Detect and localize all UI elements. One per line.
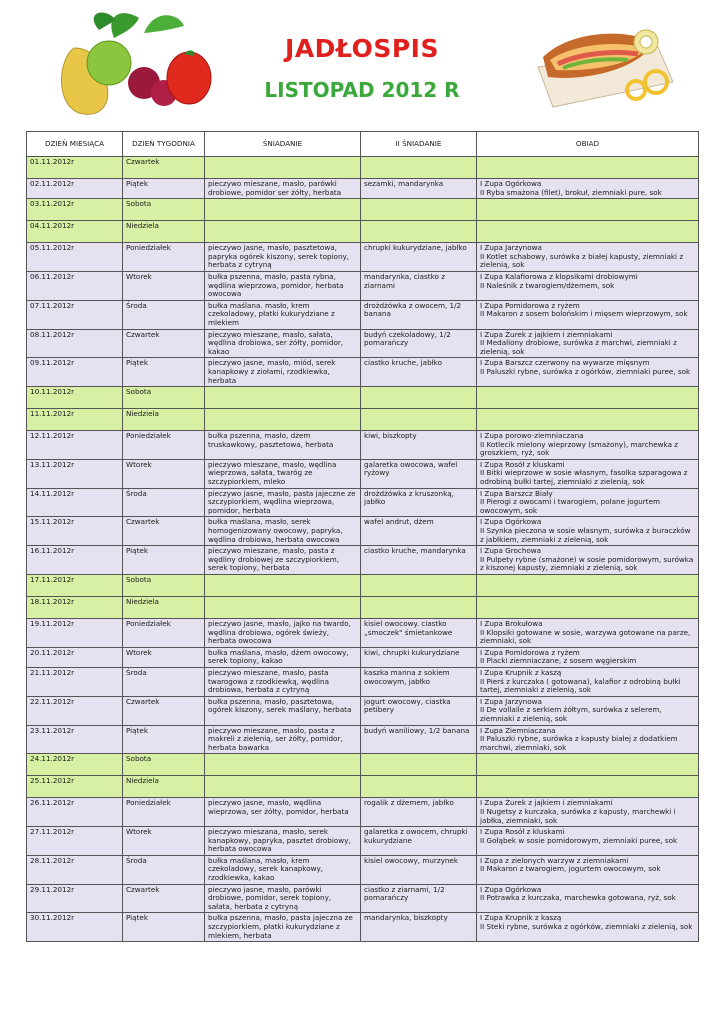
- cell-date: 08.11.2012r: [27, 329, 123, 358]
- cell-date: 06.11.2012r: [27, 271, 123, 300]
- cell-date: 24.11.2012r: [27, 754, 123, 776]
- cell-lunch: I Zupa Barszcz Biały II Pierogi z owocami i twarogiem, polane jogurtem owocowym, sok: [477, 488, 699, 517]
- cell-second-breakfast: ciastko z ziarnami, 1/2 pomarańczy: [361, 884, 477, 913]
- cell-second-breakfast: galaretka z owocem, chrupki kukurydziane: [361, 827, 477, 856]
- cell-lunch: I Zupa Kalafiorowa z klopsikami drobiowymi II Naleśnik z twarogiem/dżemem, sok: [477, 271, 699, 300]
- table-row: [27, 459, 699, 488]
- cell-lunch: [477, 157, 699, 179]
- cell-second-breakfast: wafel andrut, dżem: [361, 517, 477, 546]
- table-row: [27, 798, 699, 827]
- cell-weekday: Piątek: [123, 725, 205, 754]
- cell-lunch: [477, 387, 699, 409]
- cell-lunch: I Zupa Pomidorowa z ryżem II Placki ziemniaczane, z sosem węgierskim: [477, 647, 699, 667]
- table-row: [27, 300, 699, 329]
- table-row: [27, 179, 699, 199]
- cell-second-breakfast: budyń czekoladowy, 1/2 pomarańczy: [361, 329, 477, 358]
- cell-date: 20.11.2012r: [27, 647, 123, 667]
- cell-breakfast: [205, 157, 361, 179]
- cell-breakfast: bułka pszenna, masło, pasta jajeczna ze szczypiorkiem, płatki kukurydziane z mlekiem, herbata: [205, 913, 361, 942]
- cell-date: 21.11.2012r: [27, 667, 123, 696]
- cell-weekday: Wtorek: [123, 647, 205, 667]
- cell-breakfast: [205, 409, 361, 431]
- cell-second-breakfast: [361, 387, 477, 409]
- cell-weekday: Poniedziałek: [123, 431, 205, 460]
- cell-weekday: Piątek: [123, 546, 205, 575]
- cell-second-breakfast: ciastko kruche, mandarynka: [361, 546, 477, 575]
- table-row: [27, 157, 699, 179]
- table-row: [27, 754, 699, 776]
- cell-weekday: Wtorek: [123, 459, 205, 488]
- cell-breakfast: bułka maślana. masło, krem czekoladowy, płatki kukurydziane z mlekiem: [205, 300, 361, 329]
- cell-date: 14.11.2012r: [27, 488, 123, 517]
- column-header-date: DZIEŃ MIESIĄCA: [27, 132, 123, 157]
- column-header-lunch: OBIAD: [477, 132, 699, 157]
- table-row: [27, 243, 699, 272]
- cell-lunch: I Zupa Ogórkowa II Szynka pieczona w sosie własnym, surówka z buraczków z jabłkiem, ziemniaki z zielenią, sok: [477, 517, 699, 546]
- cell-lunch: I Zupa Rosół z kluskami II Gołąbek w sosie pomidorowym, ziemniaki puree, sok: [477, 827, 699, 856]
- cell-second-breakfast: sezamki, mandarynka: [361, 179, 477, 199]
- cell-date: 07.11.2012r: [27, 300, 123, 329]
- cell-second-breakfast: [361, 409, 477, 431]
- cell-lunch: [477, 199, 699, 221]
- cell-date: 17.11.2012r: [27, 575, 123, 597]
- cell-weekday: Niedziela: [123, 409, 205, 431]
- cell-lunch: I Zupa z zielonych warzyw z ziemniakami II Makaron z twarogiem, jogurtem owocowym, sok: [477, 855, 699, 884]
- cell-date: 16.11.2012r: [27, 546, 123, 575]
- table-row: [27, 387, 699, 409]
- table-row: [27, 575, 699, 597]
- cell-weekday: Czwartek: [123, 696, 205, 725]
- table-row: [27, 696, 699, 725]
- cell-breakfast: bułka maślana, masło, dżem owocowy, serek topiony, kakao: [205, 647, 361, 667]
- cell-breakfast: pieczywo jasne, masło, miód, serek kanapkowy z ziołami, rzodkiewka, herbata: [205, 358, 361, 387]
- page-subtitle: LISTOPAD 2012 R: [264, 78, 460, 102]
- table-row: [27, 488, 699, 517]
- cell-lunch: [477, 776, 699, 798]
- cell-breakfast: [205, 387, 361, 409]
- table-row: [27, 647, 699, 667]
- cell-date: 10.11.2012r: [27, 387, 123, 409]
- cell-breakfast: [205, 776, 361, 798]
- table-row: [27, 431, 699, 460]
- cell-weekday: Sobota: [123, 754, 205, 776]
- cell-lunch: I Zupa Ogórkowa II Potrawka z kurczaka, marchewka gotowana, ryż, sok: [477, 884, 699, 913]
- cell-date: 11.11.2012r: [27, 409, 123, 431]
- cell-breakfast: [205, 199, 361, 221]
- cell-weekday: Wtorek: [123, 271, 205, 300]
- cell-breakfast: pieczywo jasne, masło, pasztetowa, papryka ogórek kiszony, serek topiony, herbata z cytryną: [205, 243, 361, 272]
- sandwich-illustration: [528, 12, 678, 112]
- cell-weekday: Środa: [123, 488, 205, 517]
- cell-date: 01.11.2012r: [27, 157, 123, 179]
- cell-second-breakfast: drożdżówka z owocem, 1/2 banana: [361, 300, 477, 329]
- table-row: [27, 199, 699, 221]
- cell-breakfast: pieczywo mieszane, masło, parówki drobiowe, pomidor ser żółty, herbata: [205, 179, 361, 199]
- cell-second-breakfast: [361, 776, 477, 798]
- cell-date: 19.11.2012r: [27, 619, 123, 648]
- cell-weekday: Wtorek: [123, 827, 205, 856]
- cell-weekday: Czwartek: [123, 517, 205, 546]
- vegetables-illustration: [44, 8, 214, 120]
- column-header-second-breakfast: II ŚNIADANIE: [361, 132, 477, 157]
- cell-breakfast: bułka pszenna, masło, pasta rybna, wędlina wieprzowa, pomidor, herbata owocowa: [205, 271, 361, 300]
- cell-breakfast: pieczywo jasne, masło, pasta jajeczne ze szczypiorkiem, wędlina wieprzowa, pomidor, herbata: [205, 488, 361, 517]
- cell-date: 23.11.2012r: [27, 725, 123, 754]
- cell-lunch: I Zupa Brokułowa II Klopsiki gotowane w sosie, warzywa gotowane na parze, ziemniaki, sok: [477, 619, 699, 648]
- cell-lunch: I Zupa Jarzynowa II Kotlet schabowy, surówka z białej kapusty, ziemniaki z zielenią, sok: [477, 243, 699, 272]
- cell-date: 29.11.2012r: [27, 884, 123, 913]
- cell-weekday: Poniedziałek: [123, 243, 205, 272]
- table-row: [27, 776, 699, 798]
- menu-table: [26, 131, 699, 942]
- cell-lunch: [477, 754, 699, 776]
- cell-lunch: I Zupa Krupnik z kaszą II Pierś z kurczaka ( gotowana), kalafior z odrobiną bułki tartej, ziemniaki z zielenią, sok: [477, 667, 699, 696]
- cell-date: 28.11.2012r: [27, 855, 123, 884]
- cell-second-breakfast: kiwi, chrupki kukurydziane: [361, 647, 477, 667]
- cell-weekday: Poniedziałek: [123, 798, 205, 827]
- cell-weekday: Piątek: [123, 358, 205, 387]
- column-header-breakfast: ŚNIADANIE: [205, 132, 361, 157]
- cell-breakfast: pieczywo jasne, masło, wędlina wieprzowa, ser żółty, pomidor, herbata: [205, 798, 361, 827]
- page-header: [0, 0, 724, 138]
- cell-second-breakfast: kiwi, biszkopty: [361, 431, 477, 460]
- cell-second-breakfast: [361, 221, 477, 243]
- cell-breakfast: pieczywo mieszane, masło, sałata, wędlina drobiowa, ser żółty, pomidor, kakao: [205, 329, 361, 358]
- table-row: [27, 827, 699, 856]
- cell-second-breakfast: chrupki kukurydziane, jabłko: [361, 243, 477, 272]
- cell-second-breakfast: kaszka manna z sokiem owocowym, jabłko: [361, 667, 477, 696]
- cell-weekday: Środa: [123, 855, 205, 884]
- cell-weekday: Niedziela: [123, 221, 205, 243]
- cell-breakfast: bułka pszenna, masło, dżem truskawkowy, pasztetowa, herbata: [205, 431, 361, 460]
- cell-breakfast: pieczywo mieszane, masło, pasta z wędliny drobiowej ze szczypiorkiem, serek topiony, herbata: [205, 546, 361, 575]
- cell-date: 15.11.2012r: [27, 517, 123, 546]
- cell-date: 27.11.2012r: [27, 827, 123, 856]
- cell-lunch: I Zupa Pomidorowa z ryżem II Makaron z sosem bolońskim i mięsem wieprzowym, sok: [477, 300, 699, 329]
- cell-second-breakfast: mandarynka, biszkopty: [361, 913, 477, 942]
- cell-date: 02.11.2012r: [27, 179, 123, 199]
- cell-lunch: [477, 221, 699, 243]
- cell-date: 05.11.2012r: [27, 243, 123, 272]
- cell-date: 22.11.2012r: [27, 696, 123, 725]
- cell-second-breakfast: [361, 754, 477, 776]
- cell-weekday: Sobota: [123, 387, 205, 409]
- cell-weekday: Piątek: [123, 179, 205, 199]
- cell-lunch: I Zupa Ogórkowa II Ryba smażona (filet), brokuł, ziemniaki pure, sok: [477, 179, 699, 199]
- cell-second-breakfast: [361, 575, 477, 597]
- table-row: [27, 884, 699, 913]
- cell-weekday: Niedziela: [123, 597, 205, 619]
- cell-weekday: Sobota: [123, 575, 205, 597]
- table-row: [27, 271, 699, 300]
- cell-date: 25.11.2012r: [27, 776, 123, 798]
- table-row: [27, 619, 699, 648]
- cell-weekday: Piątek: [123, 913, 205, 942]
- cell-second-breakfast: rogalik z dżemem, jabłko: [361, 798, 477, 827]
- cell-second-breakfast: budyń waniliowy, 1/2 banana: [361, 725, 477, 754]
- cell-breakfast: [205, 221, 361, 243]
- page-title: JADŁOSPIS: [285, 34, 439, 63]
- cell-breakfast: pieczywo jasne, masło, jajko na twardo, wędlina drobiowa, ogórek świeży, herbata owocowa: [205, 619, 361, 648]
- cell-weekday: Poniedziałek: [123, 619, 205, 648]
- cell-weekday: Niedziela: [123, 776, 205, 798]
- cell-second-breakfast: [361, 597, 477, 619]
- cell-second-breakfast: kisiel owocowy, murzynek: [361, 855, 477, 884]
- cell-date: 13.11.2012r: [27, 459, 123, 488]
- cell-breakfast: bułka pszenna, masło, pasztetowa, ogórek kiszony, serek maślany, herbata: [205, 696, 361, 725]
- cell-date: 09.11.2012r: [27, 358, 123, 387]
- cell-lunch: I Zupa Barszcz czerwony na wywarze mięsnym II Paluszki rybne, surówka z ogórków, ziemniaki puree, sok: [477, 358, 699, 387]
- cell-weekday: Czwartek: [123, 884, 205, 913]
- cell-second-breakfast: jogurt owocowy, ciastka petibery: [361, 696, 477, 725]
- cell-second-breakfast: [361, 157, 477, 179]
- cell-weekday: Środa: [123, 667, 205, 696]
- cell-lunch: I Zupa Żurek z jajkiem i ziemniakami II Nugetsy z kurczaka, surówka z kapusty, marchewki i jabłka, ziemniaki, sok: [477, 798, 699, 827]
- cell-date: 03.11.2012r: [27, 199, 123, 221]
- menu-table-body: [27, 157, 699, 942]
- cell-weekday: Czwartek: [123, 157, 205, 179]
- cell-date: 30.11.2012r: [27, 913, 123, 942]
- cell-breakfast: [205, 597, 361, 619]
- cell-date: 26.11.2012r: [27, 798, 123, 827]
- cell-breakfast: pieczywo mieszana, masło, serek kanapkowy, papryka, pasztet drobiowy, herbata owocowa: [205, 827, 361, 856]
- cell-date: 12.11.2012r: [27, 431, 123, 460]
- table-row: [27, 358, 699, 387]
- cell-lunch: [477, 575, 699, 597]
- cell-breakfast: bułka maślana, masło, krem czekoladowy, serek kanapkowy, rzodkiewka, kakao: [205, 855, 361, 884]
- cell-second-breakfast: kisiel owocowy. ciastko „smoczek" śmietankowe: [361, 619, 477, 648]
- column-header-weekday: DZIEŃ TYGODNIA: [123, 132, 205, 157]
- cell-lunch: I Zupa Jarzynowa II De vollaile z serkiem żółtym, surówka z selerem, ziemniaki z zielenią, sok: [477, 696, 699, 725]
- table-row: [27, 725, 699, 754]
- table-row: [27, 409, 699, 431]
- cell-lunch: I Zupa Żurek z jajkiem i ziemniakami II Medaliony drobiowe, surówka z marchwi, ziemniaki z zielenią, sok: [477, 329, 699, 358]
- cell-breakfast: [205, 575, 361, 597]
- table-row: [27, 329, 699, 358]
- cell-date: 18.11.2012r: [27, 597, 123, 619]
- cell-second-breakfast: mandarynka, ciastko z ziarnami: [361, 271, 477, 300]
- cell-second-breakfast: drożdżówka z kruszonką, jabłko: [361, 488, 477, 517]
- cell-breakfast: pieczywo mieszane, masło, wędlina wieprzowa, sałata, twaróg ze szczypiorkiem, mleko: [205, 459, 361, 488]
- table-row: [27, 517, 699, 546]
- cell-breakfast: pieczywo mieszane, masło, pasta z makreli z zielenią, ser żółty, pomidor, herbata bawarka: [205, 725, 361, 754]
- cell-lunch: I Zupa Ziemniaczana II Paluszki rybne, surówka z kapusty białej z dodatkiem marchwi, ziemniaki, sok: [477, 725, 699, 754]
- cell-breakfast: [205, 754, 361, 776]
- table-row: [27, 855, 699, 884]
- cell-lunch: [477, 409, 699, 431]
- cell-date: 04.11.2012r: [27, 221, 123, 243]
- cell-lunch: I Zupa Grochowa II Pulpety rybne (smażone) w sosie pomidorowym, surówka z kiszonej kapusty, ziemniaki z zielenią, sok: [477, 546, 699, 575]
- cell-breakfast: bułka maślana, masło, serek homogenizowany owocowy, papryka, wędlina drobiowa, herbata owocowa: [205, 517, 361, 546]
- cell-weekday: Sobota: [123, 199, 205, 221]
- table-row: [27, 913, 699, 942]
- cell-lunch: I Zupa Krupnik z kaszą II Steki rybne, surówka z ogórków, ziemniaki z zielenią, sok: [477, 913, 699, 942]
- table-header-row: [27, 132, 699, 157]
- table-row: [27, 546, 699, 575]
- table-row: [27, 667, 699, 696]
- cell-second-breakfast: [361, 199, 477, 221]
- cell-lunch: I Zupa porowo-ziemniaczana II Kotlecik mielony wieprzowy (smażony), marchewka z groszkiem, ryż, sok: [477, 431, 699, 460]
- table-row: [27, 597, 699, 619]
- cell-lunch: I Zupa Rosół z kluskami II Bitki wieprzowe w sosie własnym, fasolka szparagowa z odrobiną bułki tartej, ziemniaki z zielenią, sok: [477, 459, 699, 488]
- cell-weekday: Środa: [123, 300, 205, 329]
- table-row: [27, 221, 699, 243]
- cell-breakfast: pieczywo mieszane, masło, pasta twarogowa z rzodkiewką, wędlina drobiowa, herbata z cytryną: [205, 667, 361, 696]
- cell-breakfast: pieczywo jasne, masło, parówki drobiowe, pomidor, serek topiony, sałata, herbata z cytryną: [205, 884, 361, 913]
- cell-second-breakfast: ciastko kruche, jabłko: [361, 358, 477, 387]
- cell-lunch: [477, 597, 699, 619]
- cell-second-breakfast: galaretka owocowa, wafel ryżowy: [361, 459, 477, 488]
- cell-weekday: Czwartek: [123, 329, 205, 358]
